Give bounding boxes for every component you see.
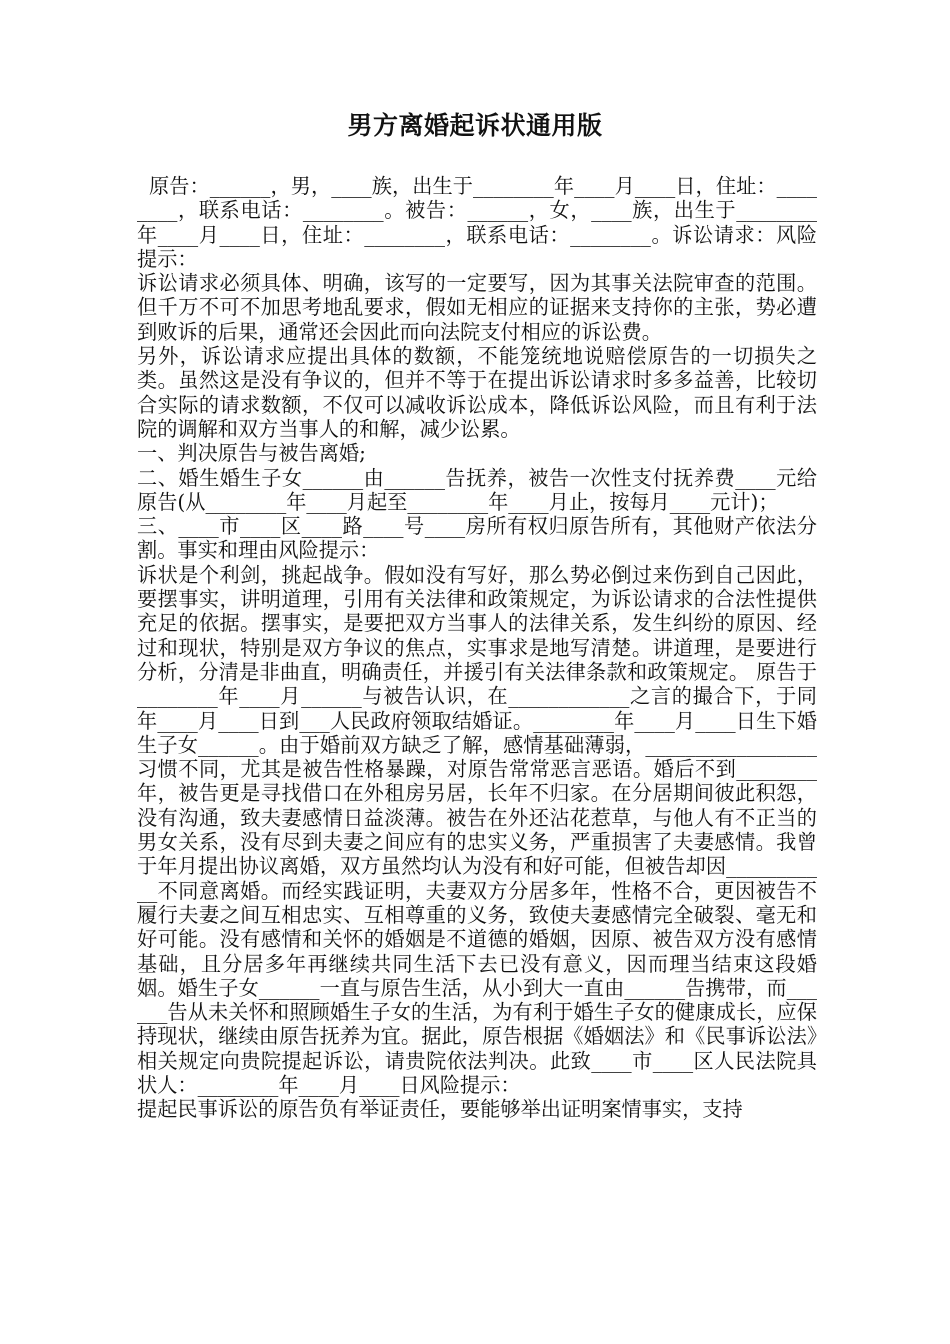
facts-and-reasons-paragraph: 诉状是个利剑，挑起战争。假如没有写好，那么势必倒过来伤到自己因此，要摆事实，讲明道理，引用有关法律和政策规定，为诉讼请求的合法性提供充足的依据。摆事实，是要把双方当事人的法律关系，发生纠纷的原因、经过和现状，特别是双方争议的焦点，实事求是地写清楚。讲道理，是要进行分析，分清是非曲直，明确责任，并援引有关法律条款和政策规定。 原告于________年____月______与被告认识，在____________之言的撮合下，于同年____月____日到___人民政府领取结婚证。________年____月____日生下婚生子女______。由于婚前双方缺乏了解，感情基础薄弱，_________________习惯不同，尤其是被告性格暴躁，对原告常常恶言恶语。婚后不到________年，被告更是寻找借口在外租房另居，长年不归家。在分居期间彼此积怨，没有沟通，致夫妻感情日益淡薄。被告在外还沾花惹草，与他人有不正当的男女关系，没有尽到夫妻之间应有的忠实义务，严重损害了夫妻感情。我曾于年月提出协议离婚，双方虽然均认为没有和好可能，但被告却因___________不同意离婚。而经实践证明，夫妻双方分居多年，性格不合，更因被告不履行夫妻之间互相忠实、互相尊重的义务，致使夫妻感情完全破裂、毫无和好可能。没有感情和关怀的婚姻是不道德的婚姻，因原、被告双方没有感情基础，且分居多年再继续共同生活下去已没有意义，因而理当结束这段婚姻。婚生子女______一直与原告生活，从小到大一直由______告携带，而______告从未关怀和照顾婚生子女的生活，为有利于婚生子女的健康成长，应保持现状，继续由原告抚养为宜。据此，原告根据《婚姻法》和《民事诉讼法》相关规定向贵院提起诉讼，请贵院依法判决。此致____市____区人民法院具状人：________年____月____日风险提示： (137, 562, 817, 1097)
claim-risk-paragraph: 诉讼请求必须具体、明确，该写的一定要写，因为其事关法院审查的范围。但千万不可不加思考地乱要求，假如无相应的证据来支持你的主张，势必遭到败诉的后果，通常还会因此而向法院支付相应的诉讼费。 (137, 271, 817, 344)
party-info-paragraph: 原告：______，男，____族，出生于________年____月____日，住址：________，联系电话：________。被告：______，女，____族，出生于________年____月____日，住址：________，联系电话：________。诉讼请求：风险提示： (137, 174, 817, 271)
claim-amount-paragraph: 另外，诉讼请求应提出具体的数额，不能笼统地说赔偿原告的一切损失之类。虽然这是没有争议的，但并不等于在提出诉讼请求时多多益善，比较切合实际的请求数额，不仅可以减收诉讼成本，降低诉讼风险，而且有利于法院的调解和双方当事人的和解，减少讼累。 (137, 344, 817, 441)
claim-item-3: 三、____市____区____路____号____房所有权归原告所有，其他财产依法分割。事实和理由风险提示： (137, 514, 817, 563)
claim-item-2: 二、婚生婚生子女______由______告抚养，被告一次性支付抚养费____元给原告(从________年____月起至________年____月止，按每月____元计)； (137, 465, 817, 514)
burden-of-proof-paragraph: 提起民事诉讼的原告负有举证责任，要能够举出证明案情事实，支持 (137, 1097, 743, 1122)
document-title: 男方离婚起诉状通用版 (347, 111, 603, 140)
claim-item-1: 一、判决原告与被告离婚; (137, 441, 366, 466)
document-body (137, 174, 817, 1122)
